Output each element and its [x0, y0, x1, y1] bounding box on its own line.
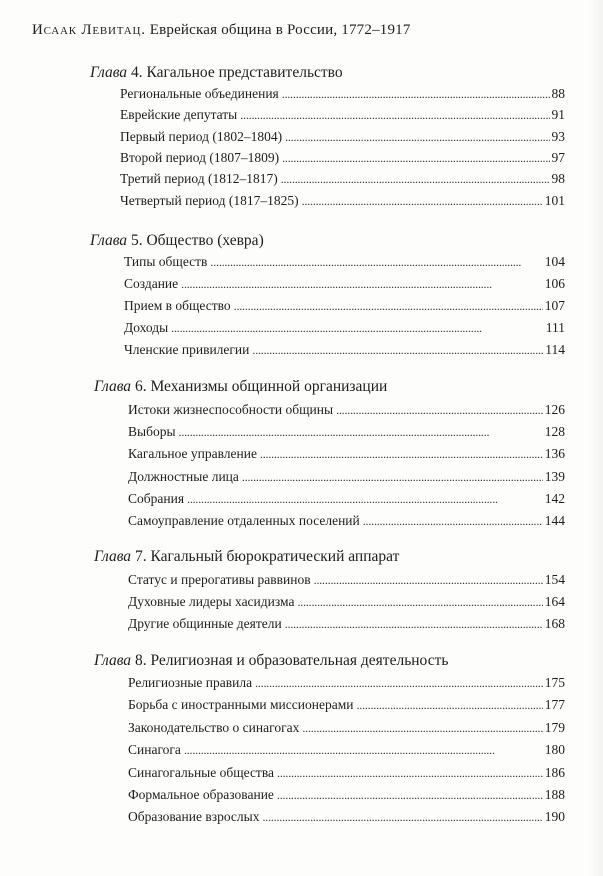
- toc-entry-page-number: 88: [551, 86, 565, 101]
- chapter-title: Общество (хевра): [146, 232, 264, 249]
- toc-entry-title: Образование взрослых: [128, 809, 260, 825]
- toc-leader-dots: [285, 615, 543, 629]
- toc-entry-title: Истоки жизнеспособности общины: [128, 402, 334, 417]
- toc-entry-page-number: 180: [544, 742, 565, 758]
- chapter-heading: [94, 378, 387, 396]
- toc-entry[interactable]: [128, 420, 565, 440]
- chapter-label: Глава: [90, 64, 128, 81]
- toc-leader-dots: [171, 319, 544, 333]
- toc-leader-dots: [179, 423, 543, 437]
- toc-entry-title: Выборы: [128, 424, 176, 440]
- toc-entry[interactable]: [128, 590, 565, 610]
- toc-leader-dots: [285, 128, 549, 142]
- toc-leader-dots: [234, 297, 543, 311]
- toc-entry[interactable]: [120, 82, 565, 102]
- toc-entry-title: Доходы: [124, 320, 169, 335]
- toc-entry[interactable]: [120, 189, 565, 209]
- chapter-label: Глава: [94, 378, 132, 395]
- toc-entry-page-number: 101: [544, 192, 565, 208]
- toc-entry[interactable]: [124, 250, 565, 270]
- chapter-number: 8.: [134, 652, 147, 669]
- toc-entry[interactable]: [120, 125, 565, 145]
- toc-entry-page-number: 126: [544, 402, 565, 417]
- chapter-number: 4.: [130, 64, 143, 81]
- toc-entry-page-number: 168: [544, 616, 565, 631]
- toc-entry-page-number: 188: [544, 787, 565, 802]
- toc-entry[interactable]: [128, 738, 565, 758]
- toc-entry-page-number: 177: [544, 697, 565, 713]
- toc-entry-title: Религиозные правила: [128, 675, 253, 690]
- page-edge-shadow: [589, 0, 603, 876]
- toc-entry-title: Четвертый период (1817–1825): [120, 192, 299, 208]
- toc-leader-dots: [252, 341, 543, 355]
- toc-leader-dots: [260, 445, 543, 459]
- toc-entry[interactable]: [120, 167, 565, 187]
- chapter-number: 5.: [130, 232, 143, 249]
- toc-entry[interactable]: [128, 805, 565, 825]
- toc-entry-page-number: 154: [544, 572, 565, 587]
- toc-entry-title: Должностные лица: [128, 468, 239, 484]
- toc-leader-dots: [187, 490, 543, 504]
- toc-entry-page-number: 136: [544, 446, 565, 462]
- toc-entry-page-number: 97: [551, 149, 565, 165]
- toc-leader-dots: [302, 719, 542, 733]
- chapter-label: Глава: [90, 232, 128, 249]
- toc-entry[interactable]: [128, 509, 565, 529]
- running-head-author: Исаак Левитац.: [32, 22, 146, 38]
- toc-leader-dots: [277, 786, 543, 800]
- toc-entry-title: Синагога: [128, 742, 181, 758]
- toc-entry[interactable]: [128, 716, 565, 736]
- toc-leader-dots: [184, 741, 543, 755]
- toc-entry[interactable]: [128, 761, 565, 781]
- toc-entry-page-number: 98: [551, 171, 565, 187]
- toc-entry-title: Самоуправление отдаленных поселений: [128, 513, 360, 528]
- toc-entry-title: Борьба с иностранными миссионерами: [128, 697, 354, 713]
- toc-entry[interactable]: [128, 783, 565, 803]
- toc-entry-page-number: 139: [544, 468, 565, 484]
- toc-entry-title: Еврейские депутаты: [120, 107, 238, 123]
- toc-entry-page-number: 104: [544, 254, 565, 269]
- chapter-heading: [94, 652, 448, 670]
- chapter-heading: [90, 64, 343, 82]
- toc-leader-dots: [297, 593, 542, 607]
- toc-entry-page-number: 106: [544, 276, 565, 291]
- chapter-heading: [94, 548, 399, 566]
- toc-leader-dots: [240, 106, 549, 120]
- toc-leader-dots: [282, 85, 550, 99]
- toc-entry[interactable]: [128, 612, 565, 632]
- toc-entry[interactable]: [124, 338, 565, 358]
- toc-leader-dots: [282, 149, 549, 163]
- toc-entry[interactable]: [124, 294, 565, 314]
- toc-entry[interactable]: [128, 693, 565, 713]
- chapter-number: 6.: [134, 378, 147, 395]
- toc-entry-page-number: 111: [545, 320, 565, 335]
- toc-entry-title: Законодательство о синагогах: [128, 719, 300, 735]
- toc-entry-title: Кагальное управление: [128, 446, 257, 462]
- toc-entry-page-number: 93: [551, 128, 565, 144]
- toc-entry-title: Синагогальные общества: [128, 764, 275, 780]
- toc-entry-page-number: 114: [545, 342, 565, 357]
- chapter-title: Кагальное представительство: [146, 64, 343, 81]
- chapter-heading: [90, 232, 264, 250]
- toc-entry-title: Членские привилегии: [124, 342, 250, 357]
- chapter-title: Механизмы общинной организации: [150, 378, 388, 395]
- toc-entry-page-number: 144: [544, 513, 565, 528]
- toc-leader-dots: [302, 192, 543, 206]
- toc-entry-page-number: 142: [544, 490, 565, 506]
- chapter-title: Религиозная и образовательная деятельность: [150, 652, 449, 669]
- chapter-label: Глава: [94, 652, 132, 669]
- running-head: [32, 22, 411, 39]
- chapter-title: Кагальный бюрократический аппарат: [150, 548, 400, 565]
- toc-leader-dots: [336, 401, 543, 415]
- toc-entry-title: Типы обществ: [124, 254, 208, 269]
- toc-entry[interactable]: [128, 465, 565, 485]
- toc-entry-title: Первый период (1802–1804): [120, 128, 283, 144]
- toc-leader-dots: [242, 468, 543, 482]
- toc-entry-page-number: 175: [544, 675, 565, 690]
- toc-entry-page-number: 186: [544, 764, 565, 780]
- toc-entry-title: Собрания: [128, 490, 185, 506]
- toc-entry[interactable]: [128, 442, 565, 462]
- toc-leader-dots: [255, 674, 543, 688]
- toc-entry-page-number: 128: [544, 424, 565, 440]
- toc-entry-title: Создание: [124, 276, 179, 291]
- chapter-label: Глава: [94, 548, 132, 565]
- toc-leader-dots: [262, 808, 542, 822]
- toc-leader-dots: [314, 571, 543, 585]
- toc-entry[interactable]: [128, 398, 565, 418]
- toc-entry-title: Третий период (1812–1817): [120, 171, 278, 187]
- toc-entry-title: Формальное образование: [128, 787, 274, 802]
- toc-leader-dots: [277, 764, 543, 778]
- toc-entry[interactable]: [128, 671, 565, 691]
- toc-entry-page-number: 190: [544, 809, 565, 825]
- toc-entry-title: Второй период (1807–1809): [120, 149, 280, 165]
- toc-entry-page-number: 91: [551, 107, 565, 123]
- toc-entry[interactable]: [124, 316, 565, 336]
- toc-entry[interactable]: [124, 272, 565, 292]
- toc-leader-dots: [210, 253, 542, 267]
- toc-entry[interactable]: [128, 487, 565, 507]
- toc-leader-dots: [356, 696, 542, 710]
- toc-entry-title: Прием в общество: [124, 298, 231, 313]
- chapter-number: 7.: [134, 548, 147, 565]
- toc-leader-dots: [181, 275, 543, 289]
- toc-entry-page-number: 107: [544, 298, 565, 313]
- toc-entry[interactable]: [120, 103, 565, 123]
- toc-entry-page-number: 179: [544, 719, 565, 735]
- toc-entry[interactable]: [120, 146, 565, 166]
- toc-entry[interactable]: [128, 568, 565, 588]
- toc-entry-title: Другие общинные деятели: [128, 616, 282, 631]
- toc-leader-dots: [363, 512, 543, 526]
- toc-entry-title: Духовные лидеры хасидизма: [128, 594, 295, 609]
- running-head-title: Еврейская община в России, 1772–1917: [149, 22, 411, 38]
- toc-entry-title: Региональные объединения: [120, 86, 279, 101]
- toc-entry-page-number: 164: [544, 594, 565, 609]
- toc-leader-dots: [281, 170, 550, 184]
- toc-entry-title: Статус и прерогативы раввинов: [128, 572, 311, 587]
